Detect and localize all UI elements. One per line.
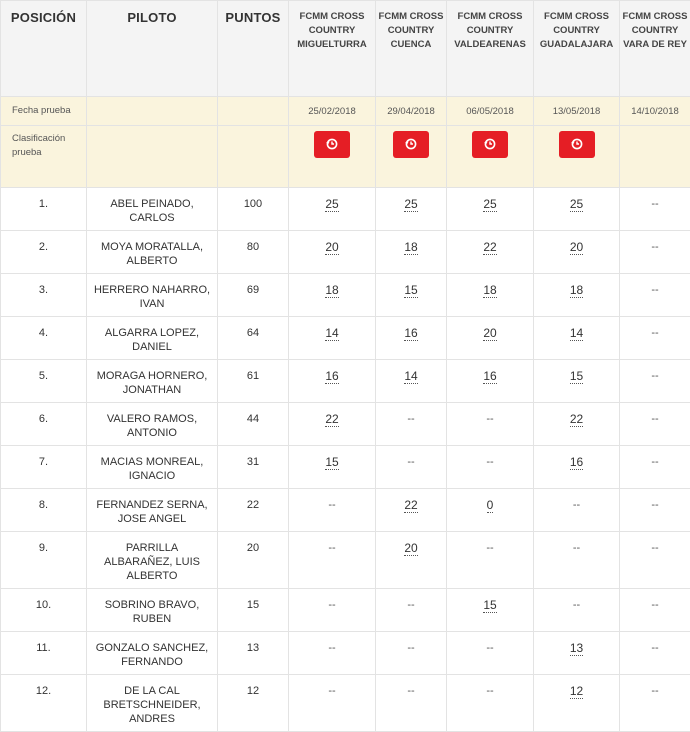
race-score-cell [376,317,447,360]
race-score-cell [447,231,534,274]
race-score-cell [376,532,447,589]
clasificacion-button[interactable] [393,131,429,158]
race-score-cell [534,532,620,589]
clasificacion-empty-cell [218,126,289,188]
no-score: -- [651,370,658,382]
race-score-link[interactable]: 0 [487,498,494,513]
race-score-link[interactable]: 16 [325,369,338,384]
race-score-link[interactable]: 22 [325,412,338,427]
position-cell: 6. [1,403,87,446]
no-score: -- [407,599,414,611]
race-score-link[interactable]: 15 [325,455,338,470]
pilot-name-cell: MACIAS MONREAL, IGNACIO [87,446,218,489]
no-score: -- [651,284,658,296]
race-score-link[interactable]: 22 [404,498,417,513]
race-score-cell [447,632,534,675]
race-score-cell [620,403,690,446]
race-score-cell [376,589,447,632]
race-score-cell [534,403,620,446]
position-cell: 9. [1,532,87,589]
race-score-link[interactable]: 22 [570,412,583,427]
race-score-cell [447,446,534,489]
no-score: -- [407,642,414,654]
race-score-cell [289,403,376,446]
points-cell: 69 [218,274,289,317]
pilot-name-cell: ALGARRA LOPEZ, DANIEL [87,317,218,360]
points-cell: 64 [218,317,289,360]
race-score-cell [534,188,620,231]
race-score-cell [376,403,447,446]
table-row [1,489,690,532]
position-cell: 1. [1,188,87,231]
table-row [1,317,690,360]
clasificacion-button[interactable] [472,131,508,158]
race-score-link[interactable]: 25 [404,197,417,212]
clasificacion-button[interactable] [314,131,350,158]
race-score-link[interactable]: 18 [404,240,417,255]
table-row [1,632,690,675]
position-cell: 12. [1,675,87,732]
race-score-cell [620,632,690,675]
no-score: -- [651,685,658,697]
points-cell: 12 [218,675,289,732]
race-score-link[interactable]: 25 [483,197,496,212]
points-cell: 31 [218,446,289,489]
position-cell: 10. [1,589,87,632]
clasificacion-button[interactable] [559,131,595,158]
no-score: -- [651,499,658,511]
race-score-cell [620,489,690,532]
race-score-cell [534,274,620,317]
points-cell: 44 [218,403,289,446]
race-score-cell [447,188,534,231]
history-icon [326,138,338,150]
clasificacion-cell [289,126,376,188]
history-icon [484,138,496,150]
no-score: -- [651,413,658,425]
race-score-cell [376,188,447,231]
table-row [1,231,690,274]
race-score-cell [620,317,690,360]
no-score: -- [651,198,658,210]
race-score-cell [620,532,690,589]
race-score-cell [534,446,620,489]
header-row [1,1,690,97]
race-score-cell [376,632,447,675]
race-score-cell [289,231,376,274]
race-score-link[interactable]: 13 [570,641,583,656]
no-score: -- [486,413,493,425]
position-cell: 3. [1,274,87,317]
no-score: -- [328,599,335,611]
race-score-link[interactable]: 25 [325,197,338,212]
no-score: -- [328,499,335,511]
pilot-name-cell: HERRERO NAHARRO, IVAN [87,274,218,317]
race-score-cell [620,188,690,231]
clasificacion-empty-cell [87,126,218,188]
race-score-link[interactable]: 18 [483,283,496,298]
fecha-empty-cell [218,97,289,126]
table-row [1,274,690,317]
race-score-cell [447,489,534,532]
race-score-cell [534,489,620,532]
position-cell: 5. [1,360,87,403]
header-piloto: PILOTO [87,1,218,97]
race-score-cell [289,274,376,317]
pilot-name-cell: ABEL PEINADO, CARLOS [87,188,218,231]
race-score-cell [620,675,690,732]
race-score-cell [289,489,376,532]
pilot-name-cell: PARRILLA ALBARAÑEZ, LUIS ALBERTO [87,532,218,589]
race-score-cell [620,360,690,403]
race-score-cell [447,403,534,446]
race-score-link[interactable]: 15 [404,283,417,298]
no-score: -- [486,542,493,554]
no-score: -- [328,685,335,697]
no-score: -- [486,642,493,654]
table-row [1,675,690,732]
position-cell: 11. [1,632,87,675]
no-score: -- [407,456,414,468]
race-score-cell [376,360,447,403]
table-row [1,532,690,589]
history-icon [571,138,583,150]
race-score-link[interactable]: 18 [570,283,583,298]
fecha-empty-cell [87,97,218,126]
no-score: -- [651,542,658,554]
points-cell: 22 [218,489,289,532]
race-score-link[interactable]: 20 [325,240,338,255]
race-score-cell [447,675,534,732]
race-score-cell [620,231,690,274]
race-score-cell [447,589,534,632]
race-score-cell [376,489,447,532]
history-icon [405,138,417,150]
race-score-cell [289,532,376,589]
header-posicion: POSICIÓN [1,1,87,97]
race-score-cell [534,589,620,632]
race-score-cell [289,317,376,360]
fecha-row [1,97,690,126]
no-score: -- [328,642,335,654]
race-score-link[interactable]: 12 [570,684,583,699]
race-score-link[interactable]: 20 [404,541,417,556]
race-score-link[interactable]: 20 [483,326,496,341]
clasificacion-cell [376,126,447,188]
race-score-cell [620,446,690,489]
race-score-link[interactable]: 14 [404,369,417,384]
pilot-name-cell: SOBRINO BRAVO, RUBEN [87,589,218,632]
race-score-link[interactable]: 16 [404,326,417,341]
position-cell: 4. [1,317,87,360]
pilot-name-cell: FERNANDEZ SERNA, JOSE ANGEL [87,489,218,532]
no-score: -- [573,542,580,554]
no-score: -- [486,456,493,468]
fecha-date: 29/04/2018 [376,97,447,126]
header-race-cuenca: FCMM CROSS COUNTRY CUENCA [376,1,447,97]
race-score-cell [447,360,534,403]
race-score-cell [534,317,620,360]
no-score: -- [328,542,335,554]
race-score-cell [447,532,534,589]
race-score-link[interactable]: 15 [570,369,583,384]
points-cell: 13 [218,632,289,675]
race-score-link[interactable]: 14 [570,326,583,341]
race-score-cell [289,632,376,675]
race-score-cell [289,675,376,732]
race-score-cell [534,231,620,274]
clasificacion-cell [534,126,620,188]
header-race-vara-de-rey: FCMM CROSS COUNTRY VARA DE REY [620,1,690,97]
header-puntos: PUNTOS [218,1,289,97]
race-score-cell [534,675,620,732]
race-score-link[interactable]: 15 [483,598,496,613]
points-cell: 80 [218,231,289,274]
fecha-date: 13/05/2018 [534,97,620,126]
fecha-label: Fecha prueba [1,97,87,126]
clasificacion-label: Clasificación prueba [1,126,87,188]
table-row [1,188,690,231]
position-cell: 8. [1,489,87,532]
race-score-cell [620,274,690,317]
header-race-guadalajara: FCMM CROSS COUNTRY GUADALAJARA [534,1,620,97]
pilot-name-cell: VALERO RAMOS, ANTONIO [87,403,218,446]
race-score-cell [376,274,447,317]
points-cell: 15 [218,589,289,632]
race-score-link[interactable]: 22 [483,240,496,255]
race-score-link[interactable]: 16 [570,455,583,470]
no-score: -- [651,241,658,253]
race-score-cell [620,589,690,632]
race-score-cell [376,675,447,732]
pilot-name-cell: GONZALO SANCHEZ, FERNANDO [87,632,218,675]
pilot-name-cell: MORAGA HORNERO, JONATHAN [87,360,218,403]
table-row [1,403,690,446]
no-score: -- [407,685,414,697]
header-race-valdearenas: FCMM CROSS COUNTRY VALDEARENAS [447,1,534,97]
no-score: -- [573,599,580,611]
race-score-link[interactable]: 20 [570,240,583,255]
race-score-cell [534,632,620,675]
table-row [1,360,690,403]
header-race-miguelturra: FCMM CROSS COUNTRY MIGUELTURRA [289,1,376,97]
race-score-cell [376,231,447,274]
no-score: -- [651,327,658,339]
clasificacion-cell [447,126,534,188]
race-score-cell [289,188,376,231]
race-score-link[interactable]: 25 [570,197,583,212]
race-score-cell [289,446,376,489]
race-score-cell [534,360,620,403]
race-score-link[interactable]: 18 [325,283,338,298]
no-score: -- [407,413,414,425]
race-score-cell [447,317,534,360]
fecha-date: 25/02/2018 [289,97,376,126]
race-score-link[interactable]: 14 [325,326,338,341]
race-score-link[interactable]: 16 [483,369,496,384]
table-row [1,446,690,489]
points-cell: 100 [218,188,289,231]
no-score: -- [651,599,658,611]
no-score: -- [573,499,580,511]
fecha-date: 06/05/2018 [447,97,534,126]
points-cell: 20 [218,532,289,589]
race-score-cell [289,360,376,403]
clasificacion-cell [620,126,690,188]
no-score: -- [651,642,658,654]
race-score-cell [376,446,447,489]
fecha-date: 14/10/2018 [620,97,690,126]
points-cell: 61 [218,360,289,403]
race-score-cell [289,589,376,632]
pilot-name-cell: DE LA CAL BRETSCHNEIDER, ANDRES [87,675,218,732]
position-cell: 7. [1,446,87,489]
race-score-cell [447,274,534,317]
table-row [1,589,690,632]
no-score: -- [651,456,658,468]
clasificacion-row [1,126,690,188]
no-score: -- [486,685,493,697]
pilot-name-cell: MOYA MORATALLA, ALBERTO [87,231,218,274]
position-cell: 2. [1,231,87,274]
